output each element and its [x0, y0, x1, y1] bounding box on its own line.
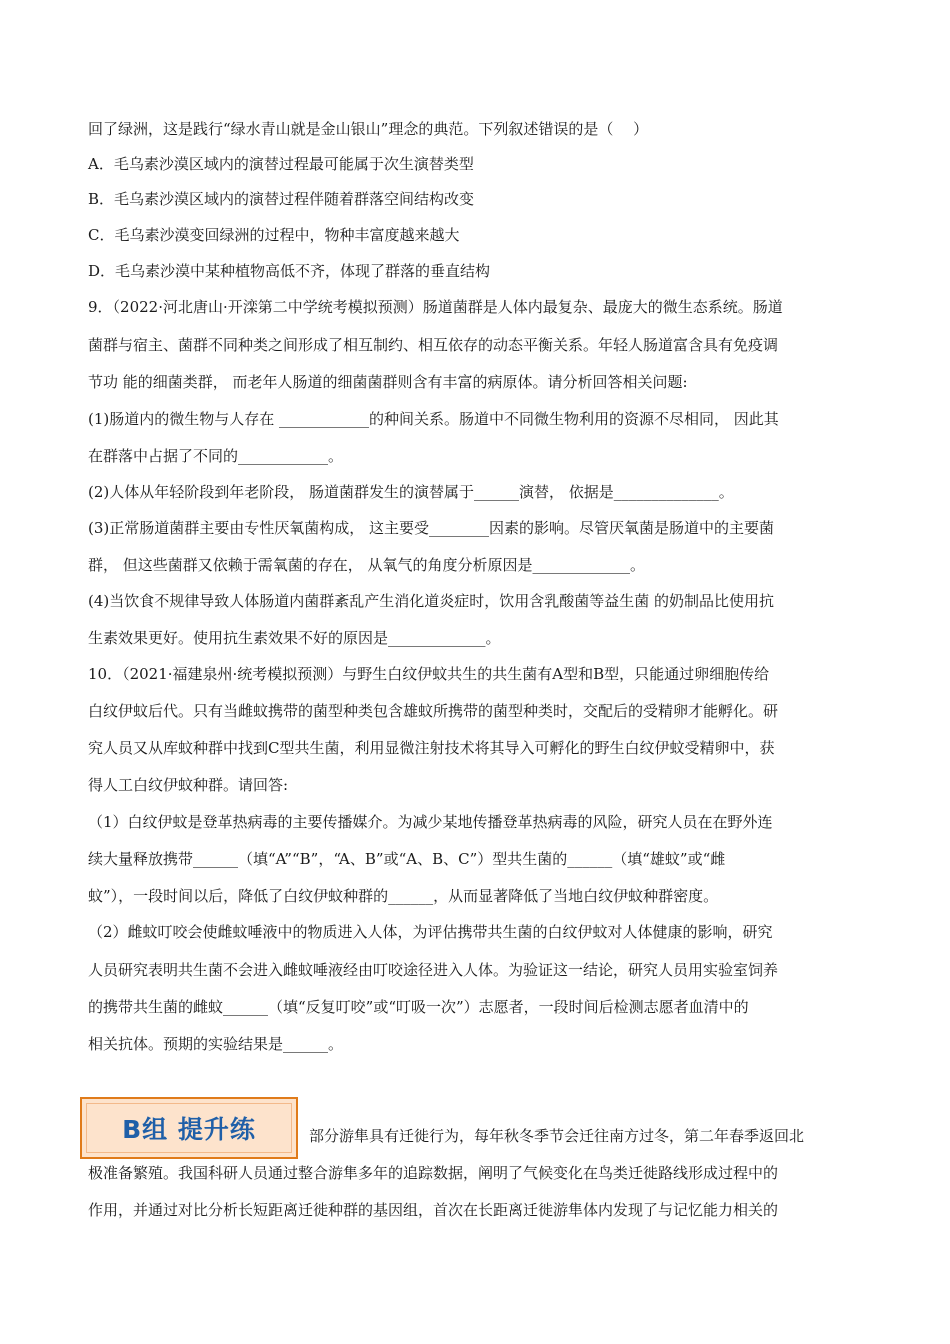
- question-9-part2: (2)人体从年轻阶段到年老阶段， 肠道菌群发生的演替属于______演替， 依据是______________。: [88, 483, 734, 501]
- group-b-question-line: 极准备繁殖。我国科研人员通过整合游隼多年的追踪数据，阐明了气候变化在鸟类迁徙路线形成过程中的: [88, 1164, 779, 1182]
- question-10-part1: 蚊”），一段时间以后，降低了白纹伊蚊种群的______，从而显著降低了当地白纹伊蚊种群密度。: [88, 887, 719, 905]
- question-9-line: 节功 能的细菌类群， 而老年人肠道的细菌菌群则含有丰富的病原体。请分析回答相关问题:: [88, 373, 688, 391]
- section-badge: [80, 1097, 298, 1159]
- question-10-part2: 人员研究表明共生菌不会进入雌蚊唾液经由叮咬途径进入人体。为验证这一结论，研究人员用实验室饲养: [88, 961, 779, 979]
- question-9-part3: 群， 但这些菌群又依赖于需氧菌的存在， 从氧气的角度分析原因是_____________。: [88, 556, 646, 574]
- question-10-line: 得人工白纹伊蚊种群。请回答:: [88, 776, 289, 794]
- question-10-part2: 的携带共生菌的雌蚊______（填“反复叮咬”或“叮吸一次”）志愿者，一段时间后检测志愿者血清中的: [88, 998, 749, 1016]
- question-10-line: 究人员又从库蚊种群中找到C型共生菌，利用显微注射技术将其导入可孵化的野生白纹伊蚊受精卵中，获: [88, 739, 775, 757]
- question-10-part1: （1）白纹伊蚊是登革热病毒的主要传播媒介。为减少某地传播登革热病毒的风险，研究人员在在野外连: [88, 813, 773, 831]
- question-9-part3: (3)正常肠道菌群主要由专性厌氧菌构成， 这主要受________因素的影响。尽管厌氧菌是肠道中的主要菌: [88, 519, 775, 537]
- option-b: B．毛乌素沙漠区域内的演替过程伴随着群落空间结构改变: [88, 190, 475, 208]
- group-b-question-line: 作用，并通过对比分析长短距离迁徙种群的基因组，首次在长距离迁徙游隼体内发现了与记忆能力相关的: [88, 1201, 779, 1219]
- question-10-part1: 续大量释放携带______（填“A”“B”，“A、B”或“A、B、C”）型共生菌的______（填“雄蚊”或“雌: [88, 850, 726, 868]
- question-9-part1: (1)肠道内的微生物与人存在 ____________的种间关系。肠道中不同微生物利用的资源不尽相同， 因此其: [88, 410, 779, 428]
- question-stem-tail: 回了绿洲，这是践行“绿水青山就是金山银山”理念的典范。下列叙述错误的是（ ）: [88, 120, 649, 138]
- question-9-part1: 在群落中占据了不同的____________。: [88, 447, 344, 465]
- question-10-line: 10．（2021·福建泉州·统考模拟预测）与野生白纹伊蚊共生的共生菌有A型和B型，只能通过卵细胞传给: [88, 665, 770, 683]
- question-9-part4: 生素效果更好。使用抗生素效果不好的原因是_____________。: [88, 629, 501, 647]
- section-badge-label: B组 提升练: [122, 1115, 256, 1144]
- question-10-line: 白纹伊蚊后代。只有当雌蚊携带的菌型种类包含雄蚊所携带的菌型种类时，交配后的受精卵才能孵化。研: [88, 702, 779, 720]
- question-10-part2: 相关抗体。预期的实验结果是______。: [88, 1035, 344, 1053]
- option-c: C．毛乌素沙漠变回绿洲的过程中，物种丰富度越来越大: [88, 226, 460, 244]
- question-9-part4: (4)当饮食不规律导致人体肠道内菌群紊乱产生消化道炎症时，饮用含乳酸菌等益生菌 的奶制品比使用抗: [88, 592, 775, 610]
- group-b-question-line: 部分游隼具有迁徙行为，每年秋冬季节会迁往南方过冬，第二年春季返回北: [309, 1127, 805, 1145]
- question-9-line: 菌群与宿主、菌群不同种类之间形成了相互制约、相互依存的动态平衡关系。年轻人肠道富含具有免疫调: [88, 336, 779, 354]
- question-10-part2: （2）雌蚊叮咬会使雌蚊唾液中的物质进入人体，为评估携带共生菌的白纹伊蚊对人体健康的影响，研究: [88, 923, 773, 941]
- option-a: A．毛乌素沙漠区域内的演替过程最可能属于次生演替类型: [88, 155, 474, 173]
- question-9-line: 9．（2022·河北唐山·开滦第二中学统考模拟预测）肠道菌群是人体内最复杂、最庞大的微生态系统。肠道: [88, 298, 783, 316]
- option-d: D．毛乌素沙漠中某种植物高低不齐，体现了群落的垂直结构: [88, 262, 491, 280]
